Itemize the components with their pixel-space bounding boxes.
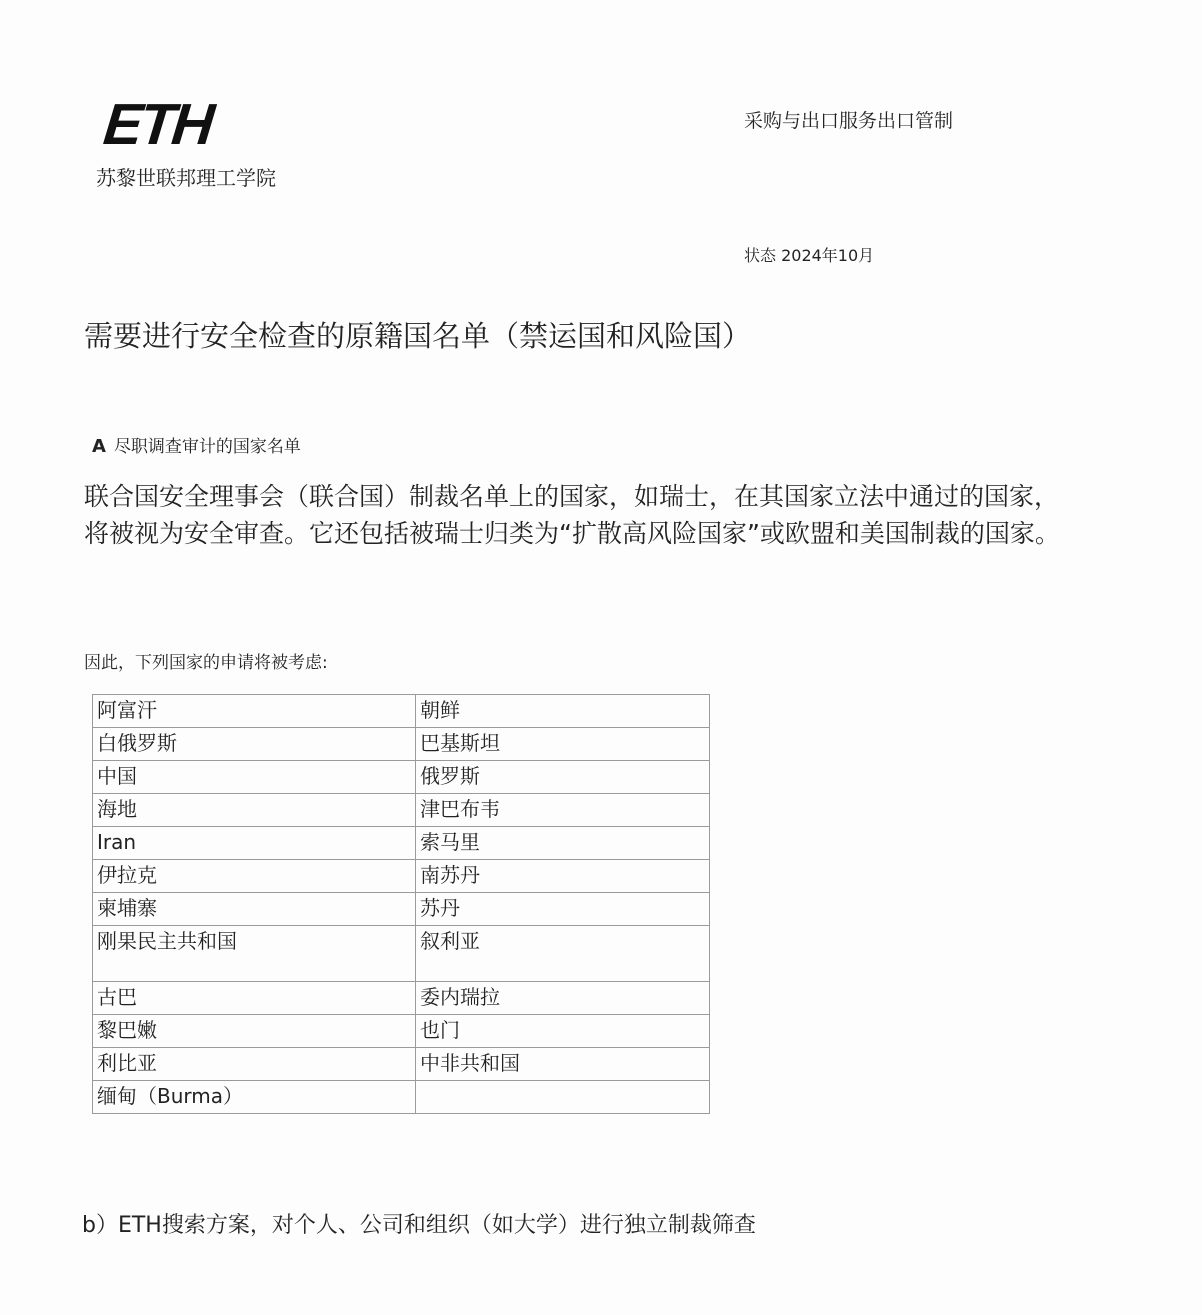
- country-cell: 黎巴嫩: [93, 1015, 416, 1048]
- table-row: [93, 982, 710, 1015]
- table-row: [93, 794, 710, 827]
- country-cell: 阿富汗: [93, 695, 416, 728]
- country-cell: 缅甸（Burma）: [93, 1081, 416, 1114]
- document-title: 需要进行安全检查的原籍国名单（禁运国和风险国）: [84, 319, 752, 353]
- country-cell: 利比亚: [93, 1048, 416, 1081]
- status-date: 状态 2024年10月: [744, 246, 875, 265]
- table-row: [93, 695, 710, 728]
- department-name: 采购与出口服务出口管制: [744, 110, 954, 132]
- country-cell: 柬埔寨: [93, 893, 416, 926]
- table-row: [93, 860, 710, 893]
- section-a-heading-text: 尽职调查审计的国家名单: [113, 437, 301, 457]
- section-a-paragraph: 联合国安全理事会（联合国）制裁名单上的国家，如瑞士，在其国家立法中通过的国家，将被视为安全审查。它还包括被瑞士归类为“扩散高风险国家”或欧盟和美国制裁的国家。: [84, 482, 1060, 548]
- country-cell: 古巴: [93, 982, 416, 1015]
- section-a-heading: [92, 432, 301, 457]
- eth-logo: ETH: [100, 92, 215, 157]
- country-cell: 南苏丹: [416, 860, 710, 893]
- section-a-marker: A: [92, 436, 106, 457]
- table-row: [93, 728, 710, 761]
- table-row: [93, 1081, 710, 1114]
- table-row: [93, 1015, 710, 1048]
- country-cell: 也门: [416, 1015, 710, 1048]
- country-cell: 伊拉克: [93, 860, 416, 893]
- country-cell: 中非共和国: [416, 1048, 710, 1081]
- country-cell: [416, 1081, 710, 1114]
- country-cell: 叙利亚: [416, 926, 710, 982]
- table-row: [93, 827, 710, 860]
- table-row: [93, 926, 710, 982]
- country-cell: 朝鲜: [416, 695, 710, 728]
- table-row: [93, 761, 710, 794]
- table-intro: 因此，下列国家的申请将被考虑:: [84, 653, 328, 673]
- section-b-text: b）ETH搜索方案，对个人、公司和组织（如大学）进行独立制裁筛查: [82, 1213, 756, 1238]
- table-row: [93, 1048, 710, 1081]
- institution-name: 苏黎世联邦理工学院: [96, 166, 276, 190]
- countries-table: [92, 694, 710, 1114]
- country-cell: 刚果民主共和国: [93, 926, 416, 982]
- country-cell: 俄罗斯: [416, 761, 710, 794]
- country-cell: 苏丹: [416, 893, 710, 926]
- country-cell: 巴基斯坦: [416, 728, 710, 761]
- country-cell: 委内瑞拉: [416, 982, 710, 1015]
- table-row: [93, 893, 710, 926]
- country-cell: 白俄罗斯: [93, 728, 416, 761]
- country-cell: 津巴布韦: [416, 794, 710, 827]
- country-cell: Iran: [93, 827, 416, 860]
- country-cell: 索马里: [416, 827, 710, 860]
- country-cell: 中国: [93, 761, 416, 794]
- country-cell: 海地: [93, 794, 416, 827]
